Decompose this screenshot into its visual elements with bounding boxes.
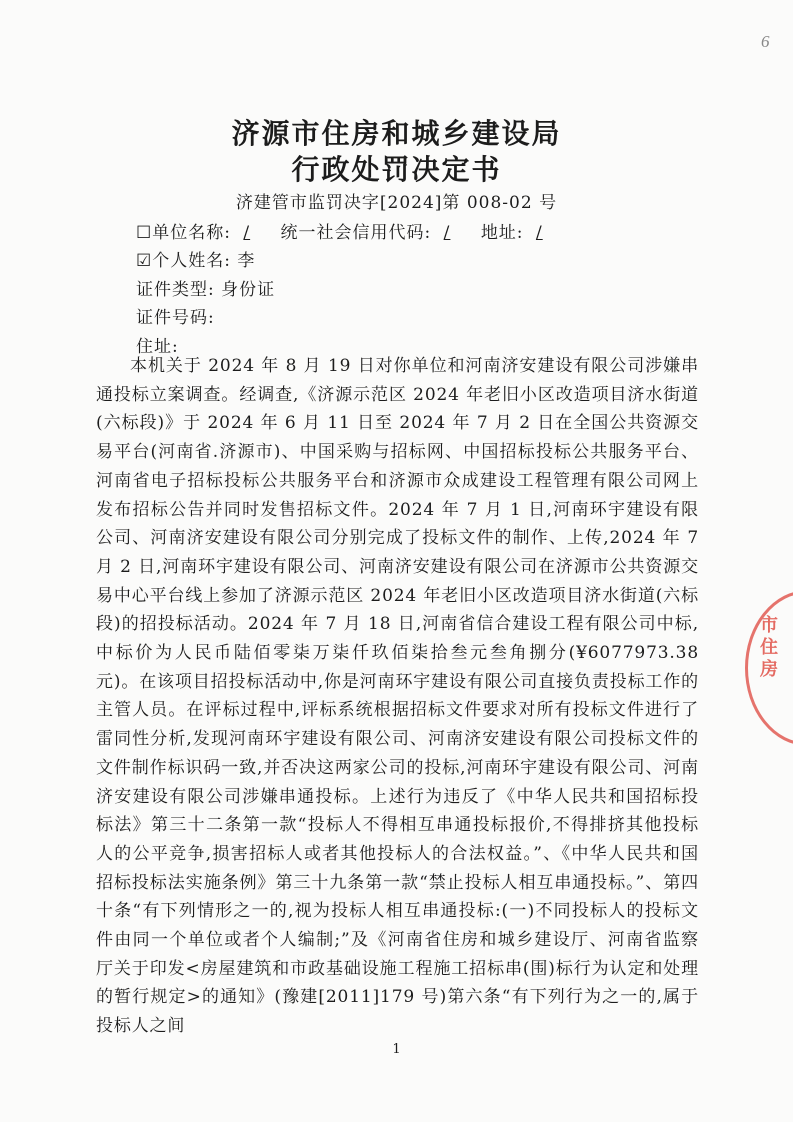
document-title-line2: 行政处罚决定书: [291, 153, 502, 186]
document-number: 济建管市监罚决字[2024]第 008-02 号: [235, 193, 558, 213]
person-name-label: 个人姓名:: [152, 251, 231, 271]
unit-info-row: [136, 218, 549, 243]
id-type-value: 身份证: [221, 280, 276, 300]
seal-text: 市住房: [757, 615, 778, 681]
person-name-value: 李: [237, 251, 256, 271]
unit-address-value: /: [535, 223, 543, 243]
unit-name-value: /: [243, 223, 251, 243]
document-title-line1: 济源市住房和城乡建设局: [231, 117, 562, 150]
unit-name-label: 单位名称:: [152, 223, 231, 243]
unit-address-label: 地址:: [480, 223, 524, 243]
id-number-row: [136, 303, 215, 328]
id-number-label: 证件号码:: [136, 308, 215, 328]
person-checkbox-icon: ☑: [136, 251, 153, 271]
unit-checkbox-icon: ☐: [136, 223, 153, 243]
official-seal: [745, 590, 793, 746]
credit-code-value: /: [443, 223, 451, 243]
id-type-row: [136, 275, 275, 300]
decision-body-paragraph: 本机关于 2024 年 8 月 19 日对你单位和河南济安建设有限公司涉嫌串通投标立案调查。经调查,《济源示范区 2024 年老旧小区改造项目济水街道(六标段)》于 2024 年 6 月 11 日至 2024 年 7 月 2 日在全国公共资源交易平台(河南省.济源市)、中国采购与招标网、中国招标投标公共服务平台、河南省电子招标投标公共服务平台和济源市众成建设工程管理有限公司网上发布招标公告并同时发售招标文件。2024 年 7 月 1 日,河南环宇建设有限公司、河南济安建设有限公司分别完成了投标文件的制作、上传,2024 年 7 月 2 日,河南环宇建设有限公司、河南济安建设有限公司在济源市公共资源交易中心平台线上参加了济源示范区 2024 年老旧小区改造项目济水街道(六标段)的招投标活动。2024 年 7 月 18 日,河南省信合建设工程有限公司中标,中标价为人民币陆佰零柒万柒仟玖佰柒拾叁元叁角捌分(¥6077973.38 元)。在该项目招投标活动中,你是河南环宇建设有限公司直接负责投标工作的主管人员。在评标过程中,评标系统根据招标文件要求对所有投标文件进行了雷同性分析,发现河南环宇建设有限公司、河南济安建设有限公司投标文件的文件制作标识码一致,并否决这两家公司的投标,河南环宇建设有限公司、河南济安建设有限公司涉嫌串通投标。上述行为违反了《中华人民共和国招标投标法》第三十二条第一款“投标人不得相互串通投标报价,不得排挤其他投标人的公平竞争,损害招标人或者其他投标人的合法权益。”、《中华人民共和国招标投标法实施条例》第三十九条第一款“禁止投标人相互串通投标。”、第四十条“有下列情形之一的,视为投标人相互串通投标:(一)不同投标人的投标文件由同一个单位或者个人编制;”及《河南省住房和城乡建设厅、河南省监察厅关于印发<房屋建筑和市政基础设施工程施工招标串(围)标行为认定和处理的暂行规定>的通知》(豫建[2011]179 号)第六条“有下列行为之一的,属于投标人之间: [96, 356, 699, 1037]
residence-label: 住址:: [136, 337, 179, 357]
credit-code-label: 统一社会信用代码:: [280, 223, 432, 243]
person-name-row: [136, 246, 255, 271]
id-type-label: 证件类型:: [136, 280, 215, 300]
corner-page-mark: 6: [761, 32, 770, 51]
page-number: 1: [392, 1042, 401, 1057]
